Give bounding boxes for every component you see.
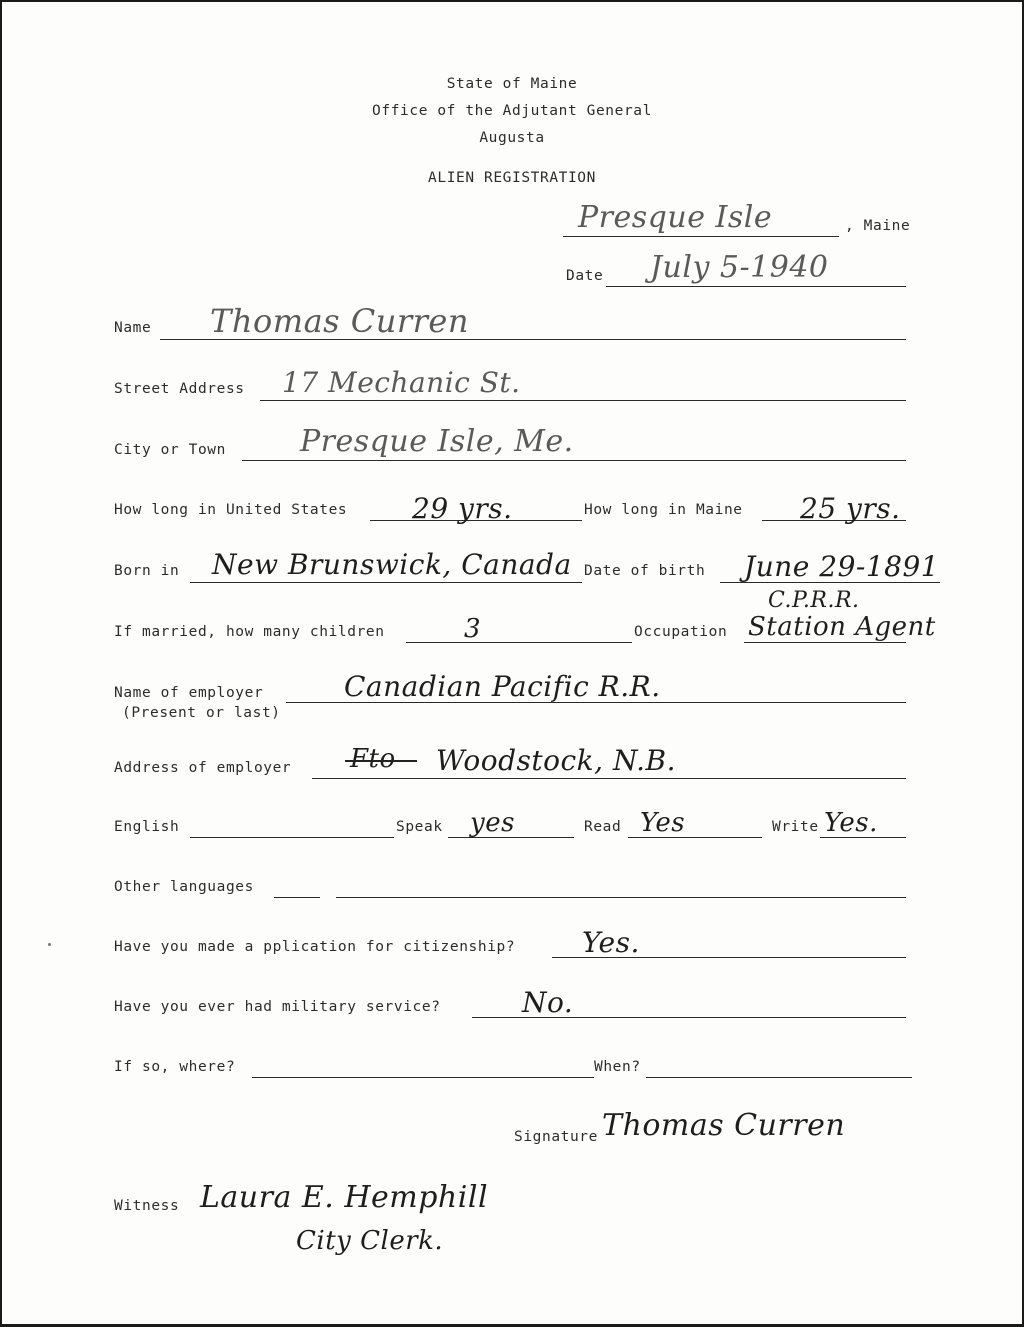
read-label: Read [584,819,622,835]
employer-value: Canadian Pacific R.R. [344,670,661,703]
strikethrough-mark [345,760,417,762]
maine-label: , Maine [845,218,911,234]
employer-address-label: Address of employer [114,760,292,776]
employer-label: Name of employer [114,685,264,701]
date-line [606,286,906,287]
occupation-line [744,642,906,643]
employer-address-struck: Fto [350,744,396,774]
form-title: ALIEN REGISTRATION [428,170,596,186]
employer-address-line [312,778,906,779]
speak-value: yes [470,808,515,838]
witness-label: Witness [114,1198,180,1214]
citizenship-value: Yes. [582,926,640,959]
occupation-value: Station Agent [748,612,936,642]
place-value: Presque Isle [578,200,773,235]
when-label: When? [594,1059,641,1075]
children-label: If married, how many children [114,624,385,640]
witness-title: City Clerk. [296,1226,444,1256]
witness-value: Laura E. Hemphill [200,1180,489,1215]
military-value: No. [522,986,574,1019]
employer-abbrev: C.P.R.R. [768,588,860,613]
city-value: Presque Isle, Me. [300,424,574,459]
street-address-label: Street Address [114,381,245,397]
when-line [646,1077,912,1078]
scan-border-left [0,0,2,1327]
street-address-line [260,400,906,401]
write-label: Write [772,819,819,835]
dob-value: June 29-1891 [744,550,940,583]
signature-label: Signature [514,1129,598,1145]
header-state: State of Maine [446,76,578,92]
children-value: 3 [464,614,482,644]
header-office: Office of the Adjutant General [372,103,652,119]
occupation-label: Occupation [634,624,728,640]
other-languages-line-b [336,897,906,898]
years-us-label: How long in United States [114,502,348,518]
other-languages-line-a [274,897,320,898]
scan-border-top [0,0,1024,2]
military-label: Have you ever had military service? [114,999,441,1015]
years-maine-label: How long in Maine [584,502,743,518]
employer-address-value: Woodstock, N.B. [436,744,677,777]
children-line [406,642,632,643]
header-city: Augusta [479,130,545,146]
street-address-value: 17 Mechanic St. [282,366,521,399]
born-in-label: Born in [114,563,180,579]
date-label: Date [566,268,604,284]
name-value: Thomas Curren [210,302,469,340]
write-value: Yes. [824,808,878,838]
name-label: Name [114,320,152,336]
place-line [563,236,839,237]
employer-sublabel: (Present or last) [122,705,281,721]
years-us-value: 29 yrs. [412,492,513,525]
speak-label: Speak [396,819,443,835]
if-so-where-label: If so, where? [114,1059,236,1075]
dob-label: Date of birth [584,563,706,579]
english-label: English [114,819,180,835]
born-in-value: New Brunswick, Canada [212,548,572,581]
other-languages-label: Other languages [114,879,254,895]
signature-value: Thomas Curren [602,1108,846,1143]
english-line [190,837,394,838]
born-in-line [190,582,582,583]
city-label: City or Town [114,442,226,458]
city-line [242,460,906,461]
years-maine-value: 25 yrs. [800,492,901,525]
read-value: Yes [640,808,686,838]
date-value: July 5-1940 [650,250,829,285]
if-so-where-line [252,1077,594,1078]
citizenship-label: Have you made a pplication for citizenship? [114,939,516,955]
scan-speck [48,943,51,946]
